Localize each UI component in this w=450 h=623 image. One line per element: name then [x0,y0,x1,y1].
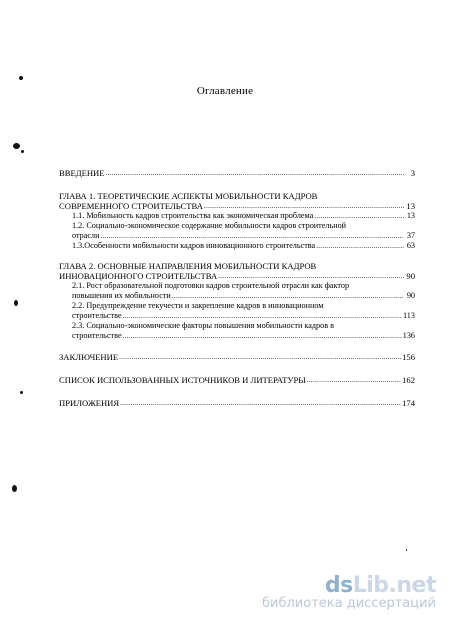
dot-leader [123,331,402,341]
toc-entry-2-3-line1: 2.3. Социально-экономические факторы повышения мобильности кадров в [72,321,335,330]
toc-chapter-1-line1: ГЛАВА 1. ТЕОРЕТИЧЕСКИЕ АСПЕКТЫ МОБИЛЬНОСТИ КАДРОВ [59,191,318,201]
watermark-brand: dsLib.net [324,573,436,598]
toc-entry-1-3 [59,241,415,251]
toc-entry-2-1-line1: 2.1. Рост образовательной подготовки кадров строительной отрасли как фактор [72,281,350,290]
toc-page-number: 136 [402,331,415,340]
toc-page-number: 174 [402,398,415,408]
toc-label: строительстве [72,311,122,320]
toc-entry-2-3 [59,331,415,341]
toc-label: ВВЕДЕНИЕ [59,168,105,178]
toc-page-number: 113 [403,311,415,320]
dot-leader [172,291,404,301]
scan-speck [19,76,23,80]
toc-page-number: 13 [406,211,415,220]
toc-label: СОВРЕМЕННОГО СТРОИТЕЛЬСТВА [59,201,203,211]
toc-label: ПРИЛОЖЕНИЯ [59,398,120,408]
dot-leader [120,398,401,408]
toc-entry-references [59,375,415,385]
dot-leader [119,352,401,362]
scan-speck [13,143,20,149]
toc-page-number: 156 [402,352,415,362]
toc-label: 1.1. Мобильность кадров строительства как экономическая проблема [72,211,314,220]
toc-label: повышения их мобильности [72,291,171,300]
dot-leader [204,201,404,211]
toc-entry-1-2 [59,231,415,241]
dot-leader [106,168,405,178]
toc-label: 1.3.Особенности мобильности кадров инновационного строительства [72,241,316,250]
dot-leader [314,211,404,221]
toc-label: ИННОВАЦИОННОГО СТРОИТЕЛЬСТВА [59,271,218,281]
toc-entry-2-2-line1: 2.2. Предупреждение текучести и закрепление кадров в инновационном [72,301,324,310]
toc-label: отрасли [72,231,100,240]
toc-page-number: 162 [402,375,415,385]
page-title: Оглавление [196,85,254,97]
toc-entry-1-1 [59,211,415,221]
dot-leader [316,241,404,251]
scan-speck [14,300,18,306]
dot-leader [101,231,405,241]
toc-page-number: 90 [406,291,415,300]
toc-label: строительстве [72,331,122,340]
toc-label: ЗАКЛЮЧЕНИЕ [59,352,119,362]
toc-chapter-2-line1: ГЛАВА 2. ОСНОВНЫЕ НАПРАВЛЕНИЯ МОБИЛЬНОСТИ КАДРОВ [59,261,317,271]
scan-speck [20,391,23,394]
watermark-tagline: библиотека диссертаций [262,596,436,611]
toc-entry-chapter-2 [59,271,415,281]
toc-page-number: 37 [406,231,415,240]
scan-speck [12,485,17,492]
toc-entry-2-1 [59,291,415,301]
toc-page-number: 3 [410,168,415,178]
toc-entry-1-2-line1: 1.2. Социально-экономическое содержание мобильности кадров строительной [72,221,347,230]
scan-speck [21,150,24,153]
dot-leader [307,375,401,385]
watermark-logo [262,573,436,611]
scan-speck [406,549,407,551]
toc-entry-conclusion [59,352,415,362]
dot-leader [123,311,402,321]
toc-entry-appendix [59,398,415,408]
toc-entry-2-2 [59,311,415,321]
toc-label: СПИСОК ИСПОЛЬЗОВАННЫХ ИСТОЧНИКОВ И ЛИТЕРАТУРЫ [59,375,306,385]
toc-page-number: 90 [406,271,415,281]
toc-page-number: 13 [406,201,415,211]
dot-leader [218,271,404,281]
toc-entry-chapter-1 [59,201,415,211]
toc-page-number: 63 [406,241,415,250]
toc-entry-intro [59,168,415,178]
table-of-contents [59,168,415,408]
